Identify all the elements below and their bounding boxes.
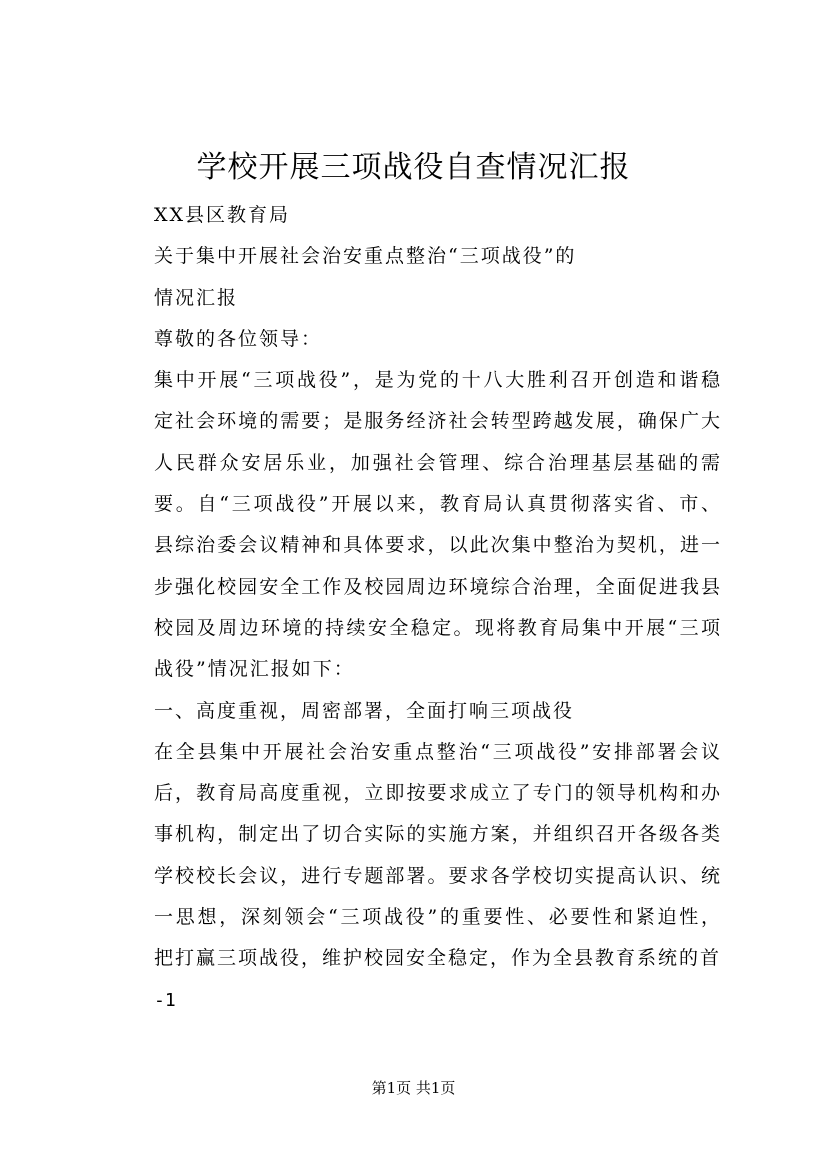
intro-paragraph: 集中开展“三项战役”，是为党的十八大胜利召开创造和谐稳定社会环境的需要；是服务经济社会转型跨越发展，确保广大人民群众安居乐业，加强社会管理、综合治理基层基础的需要。自“三项战役”开展以来，教育局认真贯彻落实省、市、县综治委会议精神和具体要求，以此次集中整治为契机，进一步强化校园安全工作及校园周边环境综合治理，全面促进我县校园及周边环境的持续安全稳定。现将教育局集中开展“三项战役”情况汇报如下： (154, 369, 722, 681)
page-footer: 第1页 共1页 (371, 1079, 456, 1097)
report-heading-line-2: 情况汇报 (154, 286, 239, 309)
report-heading-line-1: 关于集中开展社会治安重点整治“三项战役”的 (154, 245, 577, 268)
page-number-mark: -1 (154, 989, 176, 1011)
recipient-line: XX县区教育局 (154, 204, 291, 226)
salutation: 尊敬的各位领导： (154, 327, 323, 350)
document-body (112, 195, 722, 1021)
section-heading-1: 一、高度重视，周密部署，全面打响三项战役 (154, 699, 575, 722)
section-1-paragraph: 在全县集中开展社会治安重点整治“三项战役”安排部署会议后，教育局高度重视，立即按要求成立了专门的领导机构和办事机构，制定出了切合实际的实施方案，并组织召开各级各类学校校长会议，进行专题部署。要求各学校切实提高认识、统一思想，深刻领会“三项战役”的重要性、必要性和紧迫性，把打赢三项战役，维护校园安全稳定，作为全县教育系统的首 (154, 740, 722, 970)
document-title: 学校开展三项战役自查情况汇报 (196, 150, 631, 185)
